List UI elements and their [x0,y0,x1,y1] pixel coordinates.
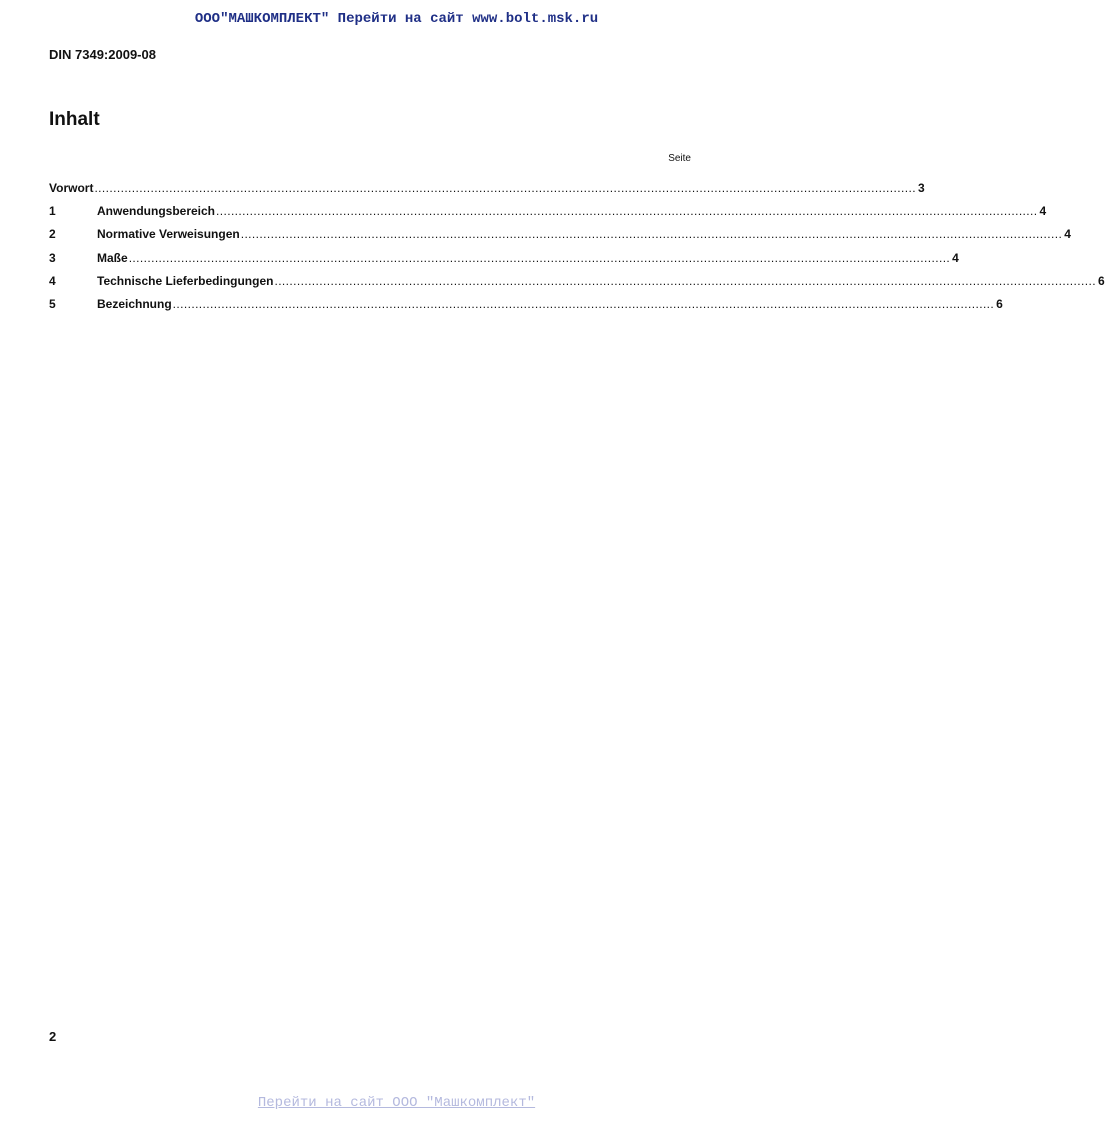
toc-entry-page: 4 [952,250,959,265]
dot-leader: ............................................................................................................................................................................................................................ [274,273,1096,288]
toc-entry-vorwort[interactable] [49,180,925,203]
toc-entry-number: 1 [49,204,56,219]
toc-entry-number: 2 [49,227,56,242]
page-number: 2 [49,1029,57,1044]
toc-entry-page: 4 [1064,227,1071,242]
toc-entry-normative-verweisungen[interactable] [49,226,1071,249]
toc-entry-title: Normative Verweisungen [97,227,240,242]
dot-leader: ............................................................................................................................................................................................................................ [128,250,951,265]
toc-entry-technische-lieferbedingungen[interactable] [49,273,1105,296]
toc-entry-number: 5 [49,296,56,311]
site-banner-link[interactable]: ООО"МАШКОМПЛЕКТ" Перейти на сайт www.bolt.msk.ru [194,11,599,27]
toc-entry-title: Anwendungsbereich [97,204,216,219]
toc-entry-title: Maße [97,250,128,265]
toc-entry-page: 4 [1039,204,1047,219]
toc-entry-title: Bezeichnung [97,296,172,311]
dot-leader: ............................................................................................................................................................................................................................ [94,181,916,195]
toc-entry-page: 6 [996,296,1003,311]
dot-leader: ............................................................................................................................................................................................................................ [216,204,1038,219]
toc-entry-masse[interactable] [49,250,959,273]
dot-leader: ............................................................................................................................................................................................................................ [172,296,995,311]
table-of-contents [49,180,1105,319]
toc-entry-bezeichnung[interactable] [49,296,1003,319]
toc-entry-anwendungsbereich[interactable] [49,203,1047,226]
toc-entry-number: 3 [49,250,56,265]
toc-entry-number: 4 [49,273,56,288]
page-column-label: Seite [668,153,691,164]
toc-entry-page: 3 [917,181,925,195]
toc-entry-page: 6 [1097,273,1105,288]
toc-entry-title: Technische Lieferbedingungen [97,273,274,288]
toc-entry-title: Vorwort [49,181,94,195]
footer-site-link[interactable]: Перейти на сайт ООО "Машкомплект" [257,1095,536,1111]
dot-leader: ............................................................................................................................................................................................................................ [240,227,1063,242]
document-id: DIN 7349:2009-08 [49,47,156,62]
toc-heading: Inhalt [49,109,100,130]
